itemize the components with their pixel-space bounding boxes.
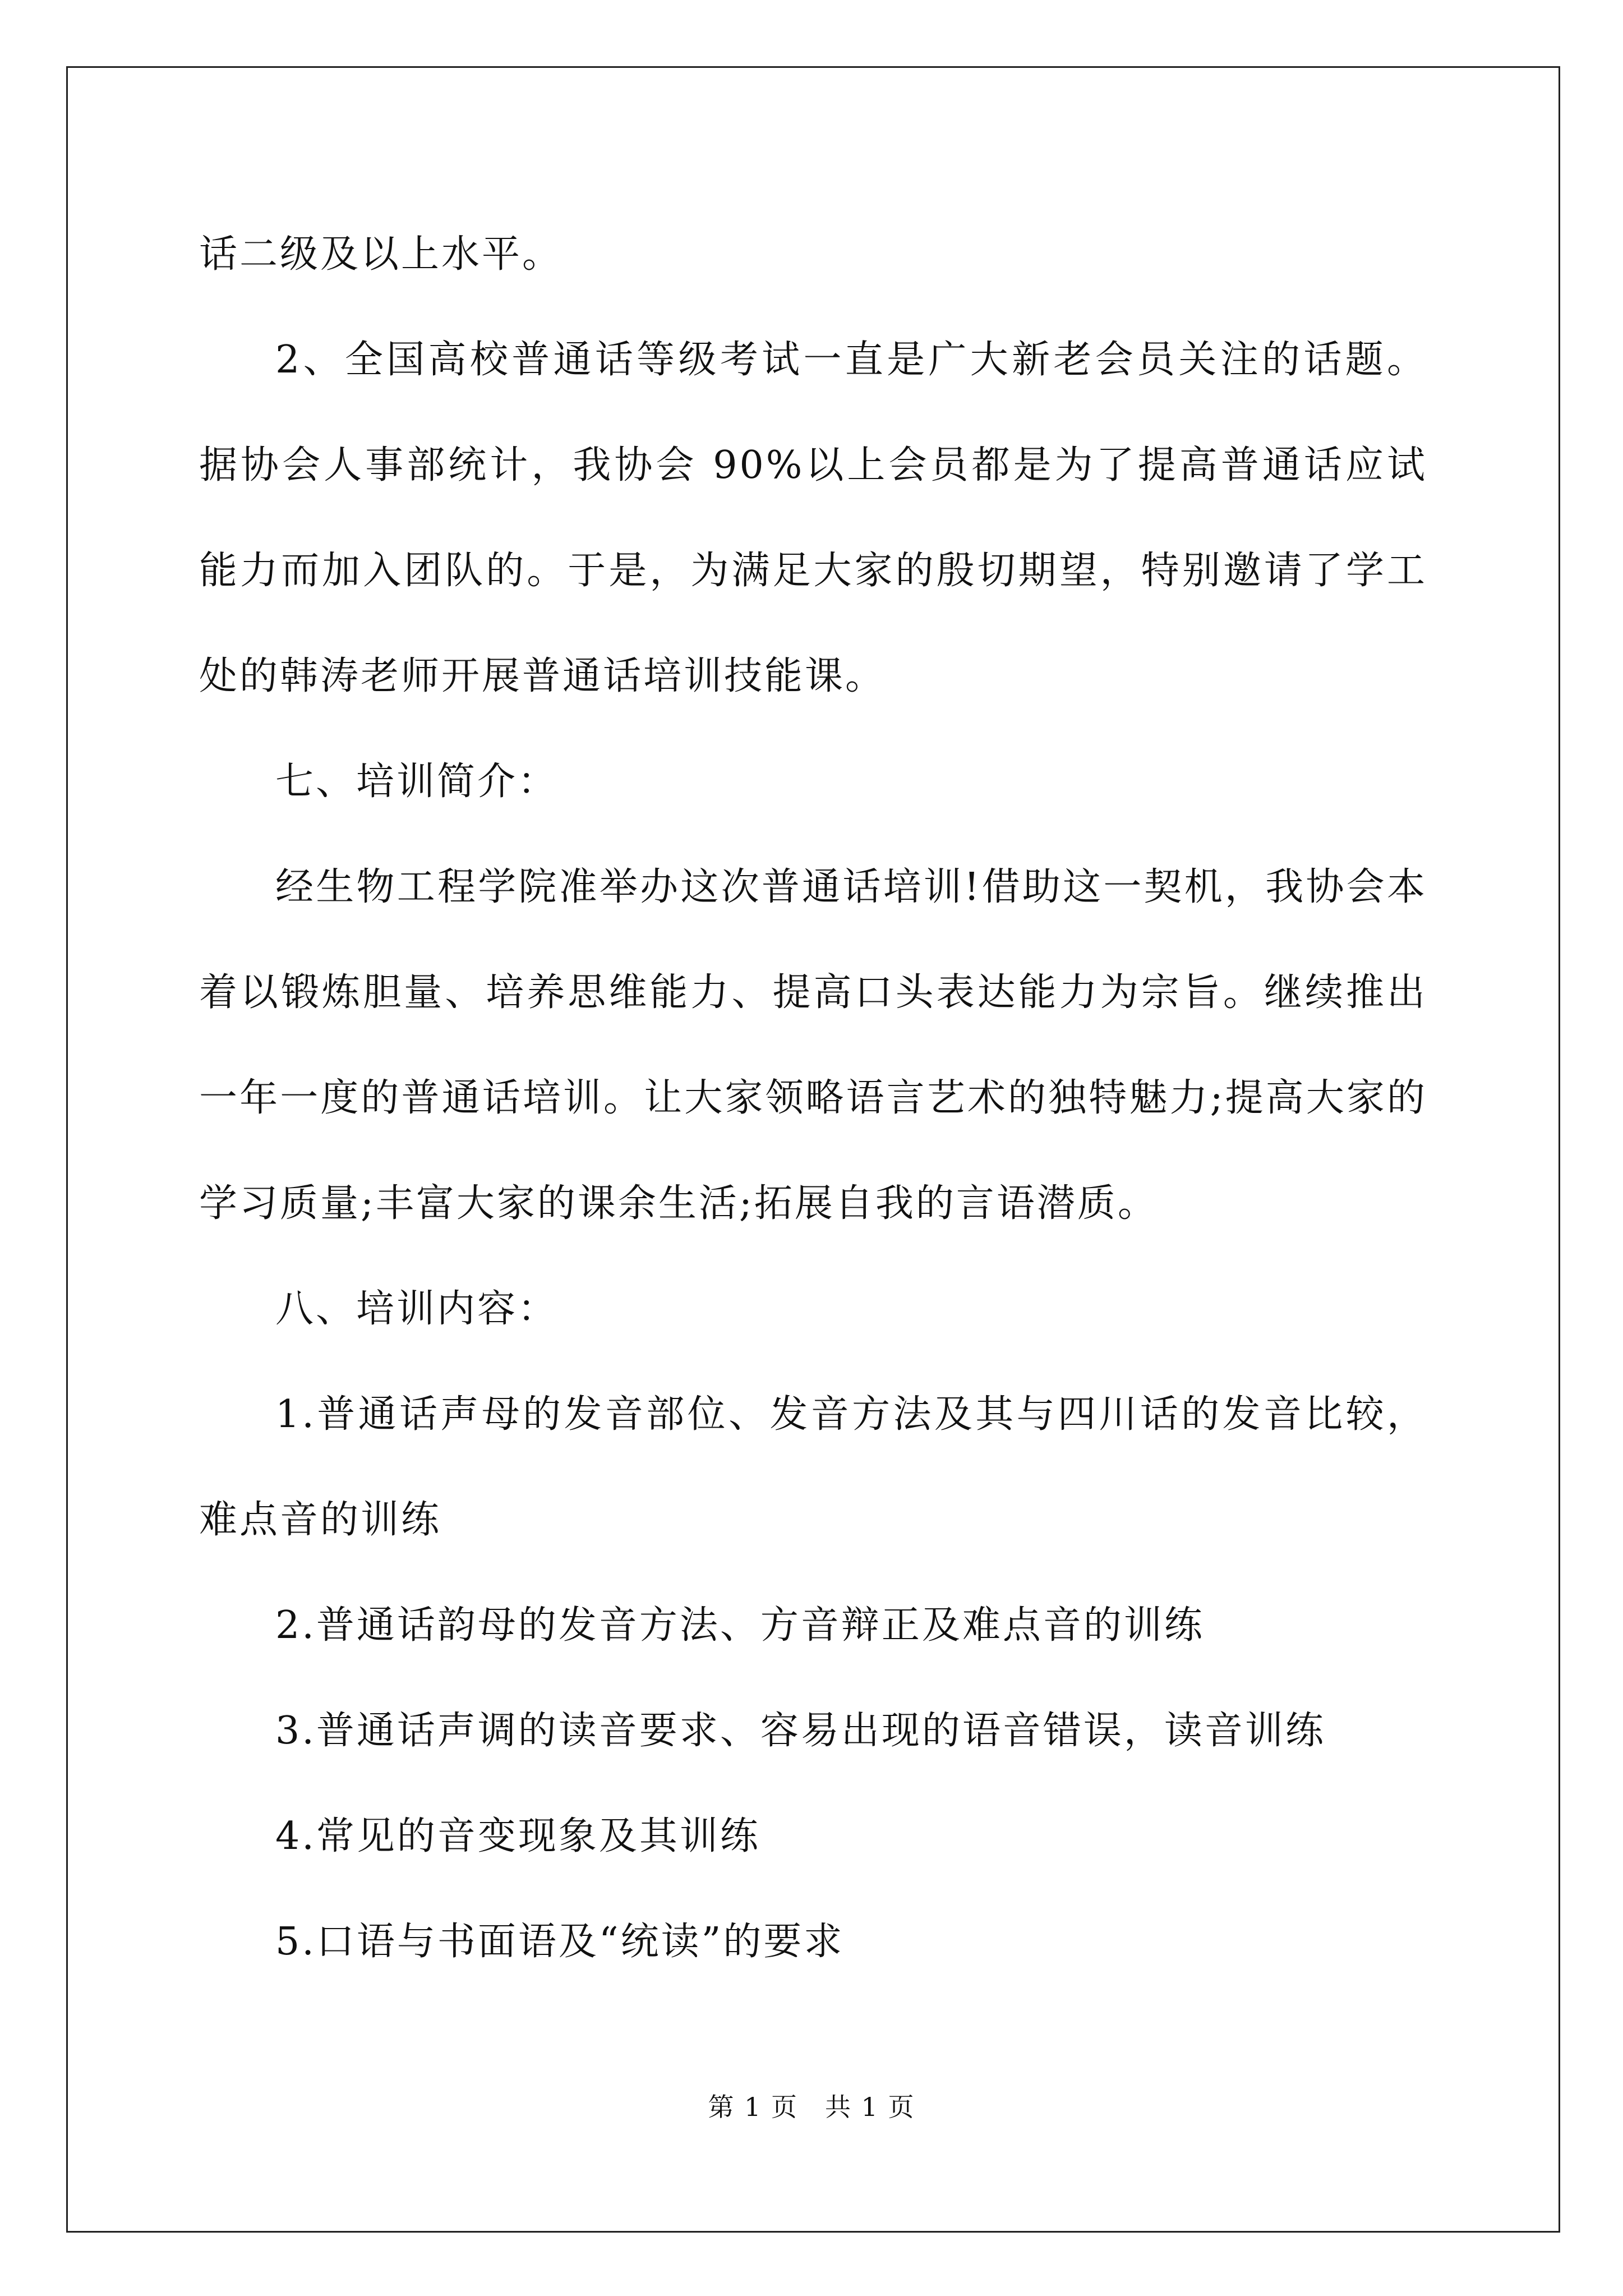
- section-heading-training-intro: 七、培训简介：: [275, 760, 559, 804]
- list-item-content-5: 5.口语与书面语及“统读”的要求: [275, 1920, 845, 1964]
- paragraph-item-2: 2、全国高校普通话等级考试一直是广大新老会员关注的话题。据协会人事部统计，我协会 90%以上会员都是为了提高普通话应试能力而加入团队的。于是，为满足大家的殷切期望，特别邀请了学工处的韩涛老师开展普通话培训技能课。: [199, 338, 1427, 698]
- list-item-content-3: 3.普通话声调的读音要求、容易出现的语音错误，读音训练: [275, 1709, 1326, 1753]
- paragraph-continuation: 话二级及以上水平。: [199, 232, 563, 277]
- paragraph-training-intro: 经生物工程学院准举办这次普通话培训!借助这一契机，我协会本着以锻炼胆量、培养思维能力、提高口头表达能力为宗旨。继续推出一年一度的普通话培训。让大家领略语言艺术的独特魅力;提高大家的学习质量;丰富大家的课余生活;拓展自我的言语潜质。: [199, 865, 1427, 1226]
- list-item-content-1: 1.普通话声母的发音部位、发音方法及其与四川话的发音比较，难点音的训练: [199, 1392, 1427, 1542]
- document-body: [199, 202, 1427, 1995]
- section-heading-training-content: 八、培训内容：: [275, 1287, 559, 1331]
- page-footer: 第 1 页 共 1 页: [708, 2092, 915, 2122]
- list-item-content-2: 2.普通话韵母的发音方法、方音辩正及难点音的训练: [275, 1603, 1205, 1648]
- list-item-content-4: 4.常见的音变现象及其训练: [275, 1814, 760, 1858]
